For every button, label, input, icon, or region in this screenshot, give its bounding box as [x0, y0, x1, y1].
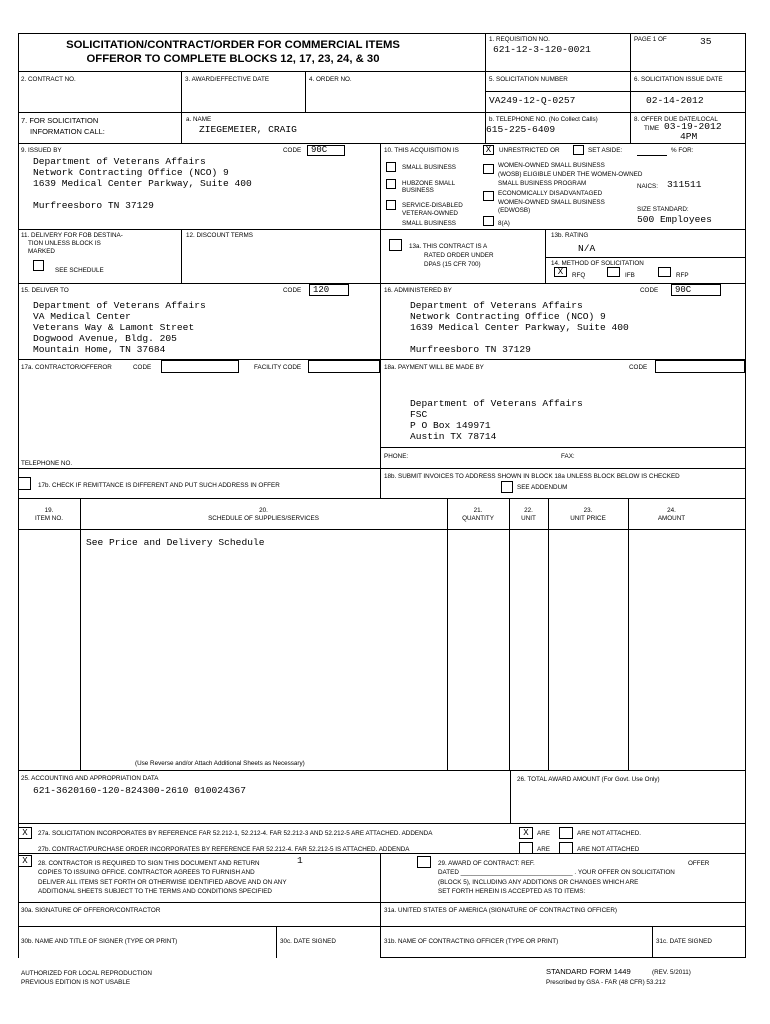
co-date-signed-label: 31c. DATE SIGNED: [656, 938, 712, 945]
col-unit: [509, 507, 548, 523]
administered-by-line-1: Department of Veterans Affairs: [410, 300, 583, 311]
clause-28-line-4: ADDITIONAL SHEETS SUBJECT TO THE TERMS AND CONDITIONS SPECIFIED: [38, 888, 272, 895]
addenda-are-label: ARE: [537, 830, 550, 837]
col-unit-num: 22.: [524, 507, 533, 514]
sdvosb-checkbox[interactable]: [386, 200, 396, 210]
col-unit-price: [548, 507, 628, 523]
deliver-to-line-4: Dogwood Avenue, Bldg. 205: [33, 333, 177, 344]
footer-prescribed: Prescribed by GSA - FAR (48 CFR) 53.212: [546, 979, 666, 986]
col-quantity-text: QUANTITY: [462, 515, 494, 522]
remittance-label: 17b. CHECK IF REMITTANCE IS DIFFERENT AND PUT SUCH ADDRESS IN OFFER: [38, 482, 280, 489]
ifb-label: IFB: [625, 272, 635, 279]
fob-destination-label: 11. DELIVERY FOR FOB DESTINA-: [21, 232, 123, 239]
contractor-telephone-label: TELEPHONE NO.: [21, 460, 73, 467]
offeror-signature-label: 30a. SIGNATURE OF OFFEROR/CONTRACTOR: [21, 907, 161, 914]
far-27b-label: 27b. CONTRACT/PURCHASE ORDER INCORPORATES BY REFERENCE FAR 52.212-4. FAR 52.212-5 IS ATTACHED. ADDENDA: [38, 846, 410, 853]
telephone-divider: [18, 468, 380, 469]
payment-line-2: FSC: [410, 409, 428, 420]
clause-29-line-1: 29. AWARD OF CONTRACT: REF.: [438, 860, 535, 867]
facility-code-field[interactable]: [308, 360, 380, 373]
col-schedule-num: 20.: [259, 507, 268, 514]
schedule-entry: See Price and Delivery Schedule: [86, 537, 265, 548]
unrestricted-label: UNRESTRICTED OR: [499, 147, 560, 154]
col-item-no-text: ITEM NO.: [35, 515, 63, 522]
solicitation-no-label: 5. SOLICITATION NUMBER: [489, 76, 568, 83]
payment-fax-label: FAX:: [561, 453, 575, 460]
issued-by-line-4: Murfreesboro TN 37129: [33, 200, 154, 211]
offer-due-label: 8. OFFER DUE DATE/LOCAL: [634, 116, 718, 123]
deliver-to-code-value: 120: [309, 284, 349, 296]
sdvosb-label-3: SMALL BUSINESS: [402, 220, 457, 227]
set-aside-checkbox[interactable]: [573, 145, 584, 155]
contractor-label: 17a. CONTRACTOR/OFFEROR: [21, 364, 112, 371]
requisition-label: 1. REQUISITION NO.: [489, 36, 550, 43]
requisition-value: 621-12-3-120-0021: [493, 44, 591, 55]
payment-code-label: CODE: [629, 364, 648, 371]
footer-previous-edition: PREVIOUS EDITION IS NOT USABLE: [21, 979, 131, 986]
wosb-label-3: SMALL BUSINESS PROGRAM: [498, 180, 587, 187]
see-schedule-checkbox[interactable]: [33, 260, 44, 271]
administered-by-line-2: Network Contracting Office (NCO) 9: [410, 311, 606, 322]
addenda-not-attached-label: ARE NOT ATTACHED.: [577, 830, 642, 837]
issued-by-line-1: Department of Veterans Affairs: [33, 156, 206, 167]
small-business-checkbox[interactable]: [386, 162, 396, 172]
sdvosb-label: SERVICE-DISABLED: [402, 202, 463, 209]
payment-line-4: Austin TX 78714: [410, 431, 497, 442]
acquisition-label: 10. THIS ACQUISITION IS: [384, 147, 459, 154]
administered-by-line-3: 1639 Medical Center Parkway, Suite 400: [410, 322, 629, 333]
addenda-are-checkbox[interactable]: X: [519, 827, 533, 839]
rfq-checkbox[interactable]: X: [554, 267, 567, 277]
offeror-date-signed-label: 30c. DATE SIGNED: [280, 938, 336, 945]
wosb-label: WOMEN-OWNED SMALL BUSINESS: [498, 162, 605, 169]
col-item-no-num: 19.: [44, 507, 54, 514]
co-name-label: 31b. NAME OF CONTRACTING OFFICER (TYPE OR PRINT): [384, 938, 559, 945]
issued-by-line-3: 1639 Medical Center Parkway, Suite 400: [33, 178, 252, 189]
issued-by-code-label: CODE: [283, 147, 302, 154]
wosb-label-2: (WOSB) ELIGIBLE UNDER THE WOMEN-OWNED: [498, 171, 643, 178]
edwosb-checkbox[interactable]: [483, 191, 494, 201]
rfq-label: RFQ: [572, 272, 586, 279]
invoice-instructions-label: 18b. SUBMIT INVOICES TO ADDRESS SHOWN IN BLOCK 18a UNLESS BLOCK BELOW IS CHECKED: [384, 473, 680, 480]
col-amount-text: AMOUNT: [657, 515, 686, 522]
issued-by-code-value: 90C: [307, 145, 345, 156]
hubzone-label: HUBZONE SMALL: [402, 180, 456, 187]
clause-29-line-3: (BLOCK 5), INCLUDING ANY ADDITIONS OR CHANGES WHICH ARE: [438, 879, 639, 886]
edwosb-label-2: WOMEN-OWNED SMALL BUSINESS: [498, 199, 605, 206]
col-schedule-text: SCHEDULE OF SUPPLIES/SERVICES: [208, 515, 319, 522]
deliver-to-line-3: Veterans Way & Lamont Street: [33, 322, 195, 333]
col-quantity: [447, 507, 509, 523]
col-amount: [628, 507, 715, 523]
set-aside-pct-line: [637, 155, 667, 156]
size-standard-value: 500 Employees: [637, 214, 712, 225]
clause-28-line-1: 28. CONTRACTOR IS REQUIRED TO SIGN THIS DOCUMENT AND RETURN: [38, 860, 260, 867]
telephone-value: 615-225-6409: [486, 124, 556, 135]
schedule-footnote: (Use Reverse and/or Attach Additional Sheets as Necessary): [135, 760, 305, 767]
contractor-code-field[interactable]: [161, 360, 239, 373]
set-aside-label: SET ASIDE:: [588, 147, 623, 154]
award-checkbox[interactable]: [417, 856, 431, 868]
clause-29-line-2: DATED ________________________________ . YOUR OFFER ON SOLICITATION: [438, 869, 675, 876]
clause-29-line-4: SET FORTH HEREIN IS ACCEPTED AS TO ITEMS:: [438, 888, 586, 895]
see-schedule-label: SEE SCHEDULE: [55, 267, 104, 274]
see-addendum-label: SEE ADDENDUM: [517, 484, 568, 491]
rfp-label: RFP: [676, 272, 689, 279]
col-unit-text: UNIT: [521, 515, 536, 522]
contract-no-label: 2. CONTRACT NO.: [21, 76, 76, 83]
small-business-label: SMALL BUSINESS: [402, 164, 457, 171]
deliver-to-label: 15. DELIVER TO: [21, 287, 69, 294]
rating-label: 13b. RATING: [551, 232, 589, 239]
issued-by-label: 9. ISSUED BY: [21, 147, 62, 154]
sign-required-checkbox[interactable]: X: [18, 855, 32, 867]
unrestricted-checkbox[interactable]: X: [483, 145, 494, 155]
offer-due-time-label: TIME: [644, 125, 660, 132]
page-total: 35: [700, 36, 712, 47]
hubzone-label-2: BUSINESS: [402, 187, 434, 194]
col-schedule: [80, 507, 447, 523]
solicitation-no-value: VA249-12-Q-0257: [489, 95, 576, 106]
clause-28-copies: 1: [297, 855, 303, 866]
form-title: SOLICITATION/CONTRACT/ORDER FOR COMMERCIAL ITEMS: [66, 39, 400, 51]
fob-destination-label-2: TION UNLESS BLOCK IS: [28, 240, 101, 247]
clause-28-line-2: COPIES TO ISSUING OFFICE. CONTRACTOR AGREES TO FURNISH AND: [38, 869, 255, 876]
facility-code-label: FACILITY CODE: [254, 364, 302, 371]
wosb-checkbox[interactable]: [483, 164, 494, 174]
addenda-not-attached-checkbox[interactable]: [559, 827, 573, 839]
method-of-solicitation-label: 14. METHOD OF SOLICITATION: [551, 260, 644, 267]
issue-date-label: 6. SOLICITATION ISSUE DATE: [634, 76, 723, 83]
contractor-code-label: CODE: [133, 364, 152, 371]
footer-revision: (REV. 5/2011): [652, 969, 691, 976]
rated-order-label-2: RATED ORDER UNDER: [424, 252, 494, 259]
clause-divider: [18, 853, 746, 854]
footer-form-name: STANDARD FORM 1449: [546, 967, 631, 976]
naics-value: 311511: [667, 179, 702, 190]
payment-line-1: Department of Veterans Affairs: [410, 398, 583, 409]
deliver-to-code-label: CODE: [283, 287, 302, 294]
payment-phone-label: PHONE:: [384, 453, 409, 460]
administered-by-code-label: CODE: [640, 287, 659, 294]
rfp-checkbox[interactable]: [658, 267, 671, 277]
col-unit-price-text: UNIT PRICE: [570, 515, 606, 522]
col-item-no: [18, 507, 80, 523]
edwosb-label: ECONOMICALLY DISADVANTAGED: [498, 190, 603, 197]
accounting-label: 25. ACCOUNTING AND APPROPRIATION DATA: [21, 775, 159, 782]
size-standard-label: SIZE STANDARD:: [637, 206, 689, 213]
deliver-to-line-1: Department of Veterans Affairs: [33, 300, 206, 311]
eight-a-label: 8(A): [498, 220, 510, 227]
administered-by-code-value: 90C: [671, 284, 721, 296]
payment-code-field[interactable]: [655, 360, 745, 373]
ifb-checkbox[interactable]: [607, 267, 620, 277]
solicitation-info-label-2: INFORMATION CALL:: [30, 127, 105, 136]
deliver-to-line-5: Mountain Home, TN 37684: [33, 344, 166, 355]
sdvosb-label-2: VETERAN-OWNED: [402, 210, 458, 217]
method-divider: [545, 257, 746, 258]
award-date-label: 3. AWARD/EFFECTIVE DATE: [185, 76, 270, 83]
remittance-checkbox[interactable]: [18, 477, 31, 490]
contact-name-label: a. NAME: [186, 116, 212, 123]
telephone-label: b. TELEPHONE NO. (No Collect Calls): [489, 116, 598, 123]
eight-a-checkbox[interactable]: [483, 216, 494, 226]
footer-reproduction: AUTHORIZED FOR LOCAL REPRODUCTION: [21, 970, 152, 977]
far-27a-label: 27a. SOLICITATION INCORPORATES BY REFERENCE FAR 52.212-1, 52.212-4. FAR 52.212-3 AND 52.212-5 ARE ATTACHED. ADDENDA: [38, 830, 433, 837]
offer-due-date: 03-19-2012: [664, 121, 722, 132]
far-27a-checkbox[interactable]: X: [18, 827, 32, 839]
payment-line-3: P O Box 149971: [410, 420, 491, 431]
col-amount-num: 24.: [667, 507, 676, 514]
form-subtitle: OFFEROR TO COMPLETE BLOCKS 12, 17, 23, 24, & 30: [86, 53, 380, 65]
col-unit-price-num: 23.: [583, 507, 593, 514]
accounting-value: 621-3620160-120-824300-2610 010024367: [33, 785, 247, 796]
addenda-not-attached-2-label: ARE NOT ATTACHED: [577, 846, 640, 853]
naics-label: NAICS:: [637, 183, 658, 190]
set-aside-pct-label: % FOR:: [671, 147, 694, 154]
solicitation-info-label: 7. FOR SOLICITATION: [21, 116, 99, 125]
signer-name-label: 30b. NAME AND TITLE OF SIGNER (TYPE OR PRINT): [21, 938, 178, 945]
col-quantity-num: 21.: [473, 507, 483, 514]
rated-order-label-3: DPAS (15 CFR 700): [424, 261, 481, 268]
deliver-to-line-2: VA Medical Center: [33, 311, 131, 322]
fob-destination-label-3: MARKED: [28, 248, 55, 255]
hubzone-checkbox[interactable]: [386, 179, 396, 189]
issue-date-value: 02-14-2012: [646, 95, 704, 106]
administered-by-line-4: Murfreesboro TN 37129: [410, 344, 531, 355]
rated-order-checkbox[interactable]: [389, 239, 402, 251]
order-no-label: 4. ORDER NO.: [309, 76, 352, 83]
issued-by-line-2: Network Contracting Office (NCO) 9: [33, 167, 229, 178]
rating-value: N/A: [578, 243, 596, 254]
clause-29-offer: OFFER: [688, 860, 710, 867]
contact-name-value: ZIEGEMEIER, CRAIG: [199, 124, 297, 135]
total-award-label: 26. TOTAL AWARD AMOUNT (For Govt. Use Only): [517, 776, 660, 783]
addenda-are-2-label: ARE: [537, 846, 550, 853]
page-label: PAGE 1 OF: [634, 36, 667, 43]
offer-due-time: 4PM: [680, 131, 698, 142]
rated-order-label: 13a. THIS CONTRACT IS A: [409, 243, 488, 250]
administered-by-label: 16. ADMINISTERED BY: [384, 287, 452, 294]
see-addendum-checkbox[interactable]: [501, 481, 513, 493]
co-signature-label: 31a. UNITED STATES OF AMERICA (SIGNATURE OF CONTRACTING OFFICER): [384, 907, 618, 914]
edwosb-label-3: (EDWOSB): [498, 207, 531, 214]
payment-by-label: 18a. PAYMENT WILL BE MADE BY: [384, 364, 484, 371]
discount-terms-label: 12. DISCOUNT TERMS: [186, 232, 253, 239]
clause-28-line-3: DELIVER ALL ITEMS SET FORTH OR OTHERWISE IDENTIFIED ABOVE AND ON ANY: [38, 879, 287, 886]
